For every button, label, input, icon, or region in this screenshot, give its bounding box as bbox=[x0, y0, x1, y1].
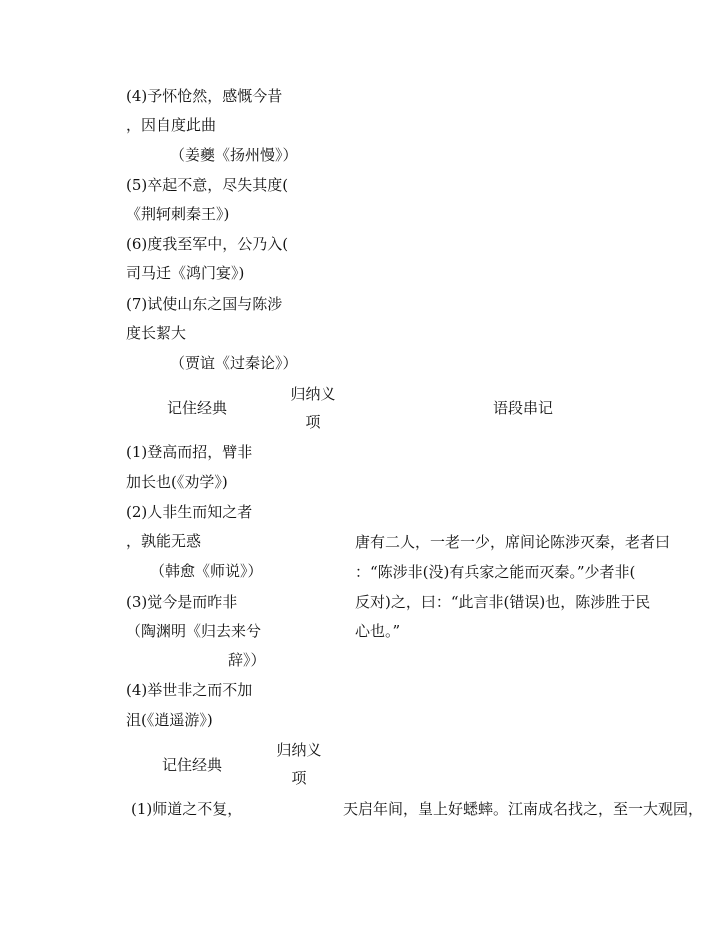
column-header-meanings: 归纳义 bbox=[290, 385, 336, 403]
quote-source: 加长也(《劝学》) bbox=[126, 473, 228, 491]
quote-line: (4)予怀怆然，感慨今昔 bbox=[126, 87, 283, 105]
quote-source: （韩愈《师说》） bbox=[150, 562, 263, 580]
passage-line: ：“陈涉非(没)有兵家之能而灭秦。”少者非( bbox=[355, 563, 636, 581]
column-header-classics: 记住经典 bbox=[162, 756, 223, 774]
column-header-classics: 记住经典 bbox=[167, 399, 228, 417]
passage-line: 反对)之，曰：“此言非(错误)也，陈涉胜于民 bbox=[355, 593, 651, 611]
quote-source: 辞》） bbox=[228, 651, 266, 669]
column-header-meanings-cont: 项 bbox=[291, 769, 307, 787]
quote-source: （姜夔《扬州慢》） bbox=[170, 146, 298, 164]
quote-line: (1)师道之不复， bbox=[131, 800, 243, 818]
quote-line: (6)度我至军中，公乃入( bbox=[126, 235, 289, 253]
quote-line: ，孰能无惑 bbox=[126, 532, 202, 550]
quote-source: 沮(《逍遥游》) bbox=[126, 711, 213, 729]
column-header-meanings: 归纳义 bbox=[276, 741, 322, 759]
quote-source: （陶渊明《归去来兮 bbox=[126, 622, 262, 640]
quote-source: 《荆轲刺秦王》) bbox=[126, 205, 230, 223]
quote-line: (7)试使山东之国与陈涉 bbox=[126, 295, 283, 313]
quote-source: （贾谊《过秦论》） bbox=[170, 354, 298, 372]
quote-line: (4)举世非之而不加 bbox=[126, 681, 253, 699]
quote-line: (5)卒起不意，尽失其度( bbox=[126, 176, 289, 194]
quote-source: 司马迁《鸿门宴》) bbox=[126, 264, 245, 282]
quote-line: 度长絜大 bbox=[126, 324, 187, 342]
column-header-passage: 语段串记 bbox=[493, 399, 554, 417]
quote-line: (1)登高而招，臂非 bbox=[126, 443, 253, 461]
passage-line: 唐有二人，一老一少，席间论陈涉灭秦，老者曰 bbox=[355, 533, 671, 551]
column-header-meanings-cont: 项 bbox=[305, 413, 321, 431]
quote-line: ，因自度此曲 bbox=[126, 116, 217, 134]
passage-line: 天启年间，皇上好蟋蟀。江南成名找之，至一大观园， bbox=[343, 800, 704, 818]
quote-line: (2)人非生而知之者 bbox=[126, 503, 253, 521]
passage-line: 心也。” bbox=[355, 622, 401, 640]
quote-line: (3)觉今是而昨非 bbox=[126, 593, 238, 611]
